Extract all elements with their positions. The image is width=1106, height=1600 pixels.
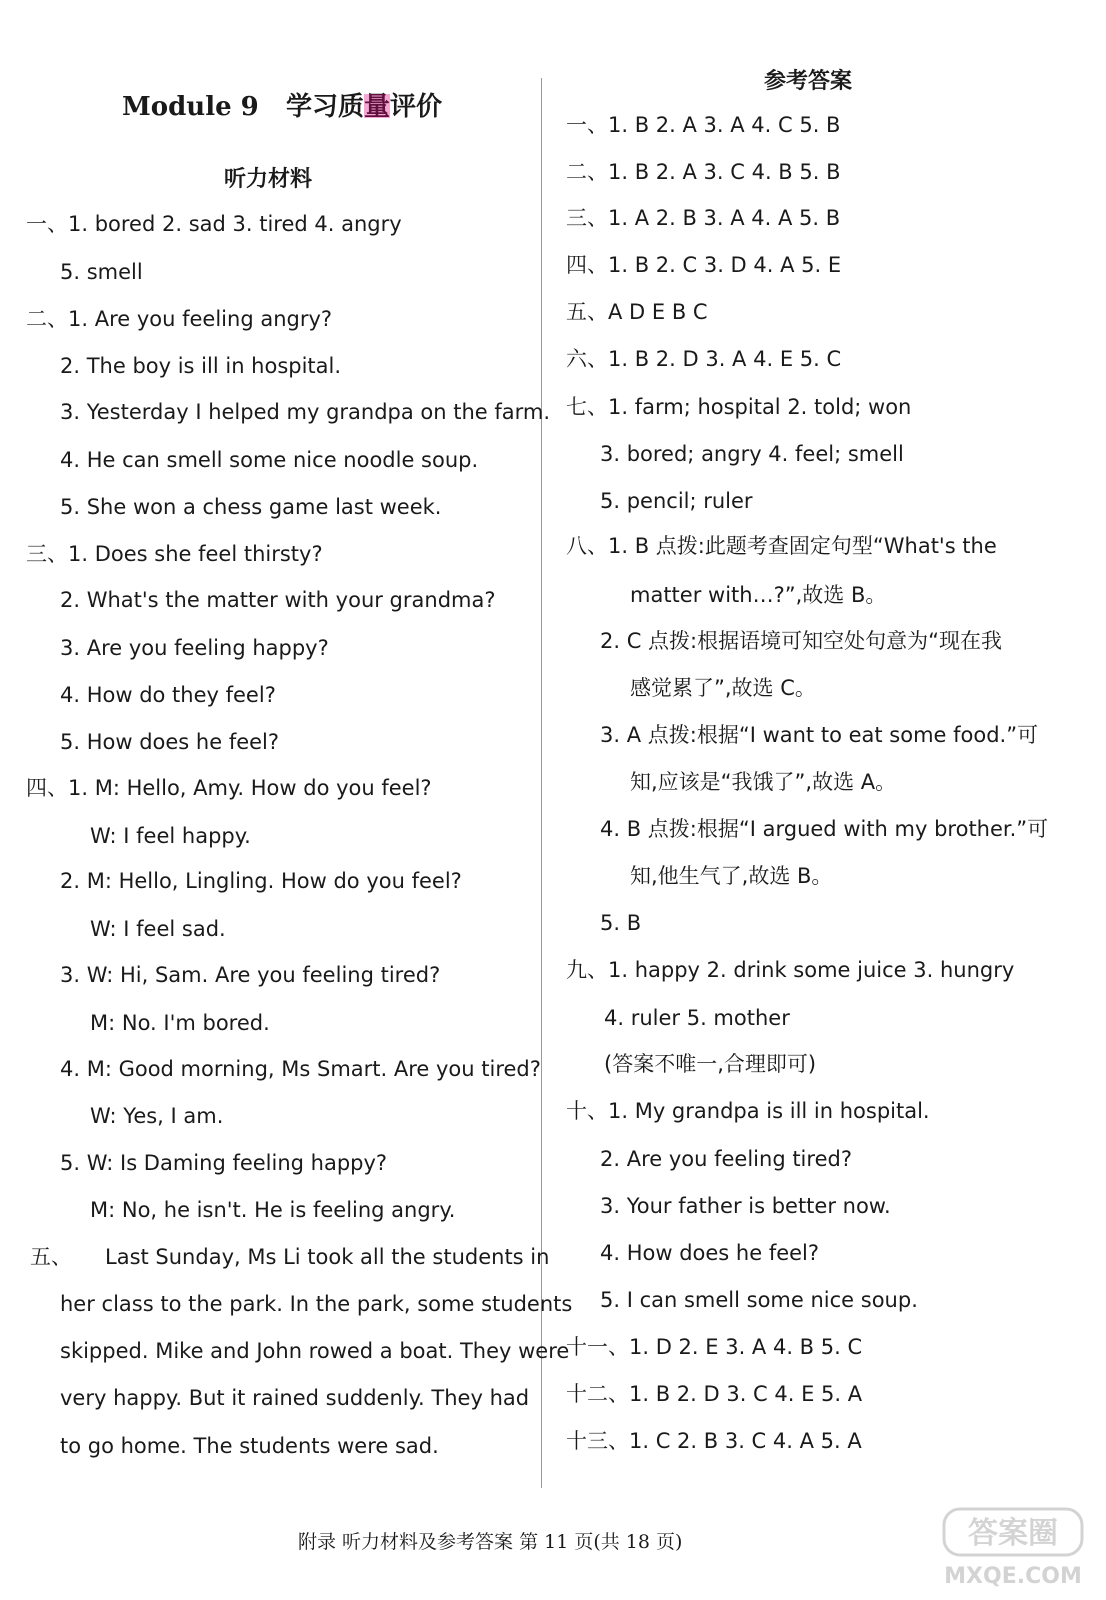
right-line: 三、1. A 2. B 3. A 4. A 5. B bbox=[566, 206, 841, 230]
right-line: 5. pencil; ruler bbox=[600, 489, 753, 513]
right-line: 九、1. happy 2. drink some juice 3. hungry bbox=[566, 958, 1015, 982]
watermark-bottom-text: MXQE.COM bbox=[944, 1564, 1082, 1589]
right-line: 5. I can smell some nice soup. bbox=[600, 1288, 918, 1312]
left-line: 一、1. bored 2. sad 3. tired 4. angry bbox=[26, 212, 402, 236]
right-line: matter with…?”,故选 B。 bbox=[630, 583, 887, 607]
right-line: 十三、1. C 2. B 3. C 4. A 5. A bbox=[566, 1429, 862, 1453]
right-line: 3. Your father is better now. bbox=[600, 1194, 891, 1218]
page-footer: 附录 听力材料及参考答案 第 11 页(共 18 页) bbox=[298, 1531, 683, 1553]
left-line: skipped. Mike and John rowed a boat. They were bbox=[60, 1339, 570, 1363]
left-line: W: I feel happy. bbox=[90, 824, 251, 848]
left-line: 四、1. M: Hello, Amy. How do you feel? bbox=[26, 776, 432, 800]
right-line: 4. ruler 5. mother bbox=[604, 1006, 790, 1030]
right-line: 4. B 点拨:根据“I argued with my brother.”可 bbox=[600, 817, 1049, 841]
right-line: 4. How does he feel? bbox=[600, 1241, 820, 1265]
right-line: 知,应该是“我饿了”,故选 A。 bbox=[630, 770, 897, 794]
title-prefix: 学习质 bbox=[285, 92, 364, 122]
right-line: 知,他生气了,故选 B。 bbox=[630, 864, 833, 888]
left-line: 二、1. Are you feeling angry? bbox=[26, 307, 333, 331]
right-line: 一、1. B 2. A 3. A 4. C 5. B bbox=[566, 113, 841, 137]
left-line: very happy. But it rained suddenly. They had bbox=[60, 1386, 530, 1410]
left-line: M: No, he isn't. He is feeling angry. bbox=[90, 1198, 456, 1222]
answers-heading: 参考答案 bbox=[764, 69, 853, 94]
watermark-logo bbox=[938, 1505, 1088, 1593]
left-line: her class to the park. In the park, some students bbox=[60, 1292, 573, 1316]
title-highlight: 量 bbox=[363, 92, 390, 122]
left-line: 5. smell bbox=[60, 260, 143, 284]
left-line: 2. The boy is ill in hospital. bbox=[60, 354, 342, 378]
listening-heading: 听力材料 bbox=[224, 167, 313, 192]
left-line: 5. How does he feel? bbox=[60, 730, 280, 754]
column-divider bbox=[541, 78, 542, 1488]
left-line: to go home. The students were sad. bbox=[60, 1434, 439, 1458]
right-line: 2. Are you feeling tired? bbox=[600, 1147, 852, 1171]
left-line: 4. He can smell some nice noodle soup. bbox=[60, 448, 479, 472]
watermark-top-text: 答案圈 bbox=[968, 1516, 1058, 1551]
right-line: 五、A D E B C bbox=[566, 300, 708, 324]
right-line: 十、1. My grandpa is ill in hospital. bbox=[566, 1099, 930, 1123]
right-line: 5. B bbox=[600, 911, 642, 935]
right-line: (答案不唯一,合理即可) bbox=[604, 1052, 817, 1076]
left-line: 2. M: Hello, Lingling. How do you feel? bbox=[60, 869, 462, 893]
right-line: 3. A 点拨:根据“I want to eat some food.”可 bbox=[600, 723, 1039, 747]
left-line: M: No. I'm bored. bbox=[90, 1011, 270, 1035]
left-line: 4. M: Good morning, Ms Smart. Are you tired? bbox=[60, 1057, 541, 1081]
left-line: W: I feel sad. bbox=[90, 917, 226, 941]
right-line: 2. C 点拨:根据语境可知空处句意为“现在我 bbox=[600, 629, 1003, 653]
right-line: 十二、1. B 2. D 3. C 4. E 5. A bbox=[566, 1382, 863, 1406]
right-line: 二、1. B 2. A 3. C 4. B 5. B bbox=[566, 160, 841, 184]
left-line: 3. W: Hi, Sam. Are you feeling tired? bbox=[60, 963, 441, 987]
left-line: 5. She won a chess game last week. bbox=[60, 495, 442, 519]
left-line: 3. Yesterday I helped my grandpa on the farm. bbox=[60, 400, 551, 424]
left-line: Last Sunday, Ms Li took all the students in bbox=[105, 1245, 550, 1269]
right-line: 六、1. B 2. D 3. A 4. E 5. C bbox=[566, 347, 842, 371]
right-line: 四、1. B 2. C 3. D 4. A 5. E bbox=[566, 253, 842, 277]
right-line: 感觉累了”,故选 C。 bbox=[630, 676, 816, 700]
left-line: 4. How do they feel? bbox=[60, 683, 276, 707]
right-line: 八、1. B 点拨:此题考查固定句型“What's the bbox=[566, 534, 997, 558]
title-suffix: 评价 bbox=[389, 92, 442, 122]
right-line: 七、1. farm; hospital 2. told; won bbox=[566, 395, 912, 419]
page-title bbox=[122, 86, 442, 123]
left-line: W: Yes, I am. bbox=[90, 1104, 224, 1128]
right-line: 十一、1. D 2. E 3. A 4. B 5. C bbox=[566, 1335, 863, 1359]
right-line: 3. bored; angry 4. feel; smell bbox=[600, 442, 904, 466]
left-line: 3. Are you feeling happy? bbox=[60, 636, 329, 660]
left-line: 五、 bbox=[30, 1245, 72, 1269]
module-label: Module 9 bbox=[122, 92, 259, 122]
left-line: 5. W: Is Daming feeling happy? bbox=[60, 1151, 388, 1175]
left-line: 三、1. Does she feel thirsty? bbox=[26, 542, 323, 566]
left-line: 2. What's the matter with your grandma? bbox=[60, 588, 496, 612]
